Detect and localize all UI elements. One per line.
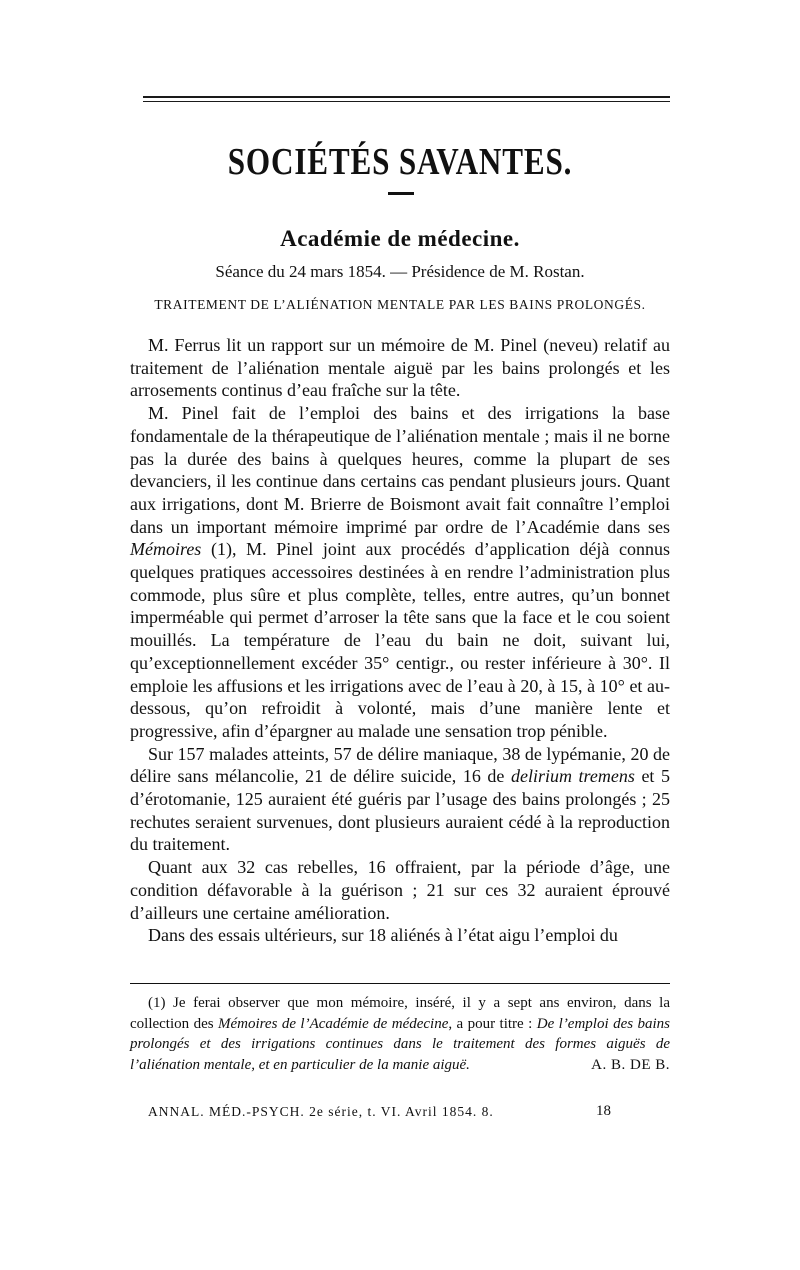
footnote-text <box>130 993 670 1075</box>
article-body <box>130 334 670 947</box>
paragraph-3-part-a: Sur 157 malades atteints, 57 de délire maniaque, 38 de lypémanie, 20 de délire sans mélancolie, 21 de délire suicide, 16 de <box>130 743 670 787</box>
paragraph-4: Quant aux 32 cas rebelles, 16 offraient, par la période d’âge, une condition défavorable à la guérison ; 21 sur ces 32 auraient éprouvé d’ailleurs une certaine amélioration. <box>130 857 670 923</box>
section-title: SOCIÉTÉS SAVANTES. <box>227 141 573 183</box>
society-heading: Académie de médecine. <box>280 226 520 251</box>
paragraph-2-part-a: M. Pinel fait de l’emploi des bains et des irrigations la base fondamentale de la thérapeutique de l’aliénation mentale ; mais il ne borne pas la durée des bains à quelques heures, comme la plupart de ses devanciers, il les continue dans certains cas pendant plusieurs jours. Quant aux irrigations, dont M. Brierre de Boismont avait fait connaître l’emploi dans un important mémoire imprimé par ordre de l’Académie dans ses <box>130 403 670 537</box>
memoires-italic: Mémoires <box>130 539 202 560</box>
title-dash <box>388 192 414 195</box>
footnote-italic-collection: Mémoires de l’Académie de médecine <box>218 1015 449 1032</box>
paragraph-3 <box>130 743 670 857</box>
footnote-part-a: (1) Je ferai observer que mon mémoire, inséré, il y a sept ans environ, dans la collection des <box>130 995 670 1032</box>
top-rule <box>143 96 670 98</box>
paragraph-2 <box>130 402 670 743</box>
paragraph-5: Dans des essais ultérieurs, sur 18 aliénés à l’état aigu l’emploi du <box>148 925 618 946</box>
article-subject: TRAITEMENT DE L’ALIÉNATION MENTALE PAR LES BAINS PROLONGÉS. <box>154 297 646 312</box>
top-rule-thin <box>143 101 670 102</box>
footnote-rule <box>130 983 670 984</box>
paragraph-3-part-b: et 5 d’érotomanie, 125 auraient été guéris par l’usage des bains prolongés ; 25 rechutes seraient survenues, dont plusieurs auraient cédé à la reproduction du traitement. <box>130 766 670 855</box>
footnote-italic-title: De l’emploi des bains prolongés et des irrigations continues dans le traitement des formes aiguës de l’aliénation mentale, et en particulier de la manie aiguë. <box>130 1015 670 1073</box>
delirium-tremens-italic: delirium tremens <box>510 766 635 787</box>
running-footer: ANNAL. MÉD.-PSYCH. 2e série, t. VI. Avril 1854. 8. <box>148 1104 494 1119</box>
session-line: Séance du 24 mars 1854. — Présidence de M. Rostan. <box>215 262 585 281</box>
footnote-signature: A. B. DE B. <box>591 1056 670 1073</box>
paragraph-1: M. Ferrus lit un rapport sur un mémoire de M. Pinel (neveu) relatif au traitement de l’aliénation mentale aiguë par les bains prolongés et les arrosements continus d’eau fraîche sur la tête. <box>130 335 670 401</box>
page-number: 18 <box>596 1103 611 1119</box>
paragraph-2-part-b: (1), M. Pinel joint aux procédés d’application déjà connus quelques pratiques accessoires destinées à en rendre l’administration plus commode, plus sûre et plus complète, telles, entre autres, qu’un bonnet imperméable qui permet d’arroser la tête sans que la face et le cou soient mouillés. La température de l’eau du bain ne doit, suivant lui, qu’exceptionnellement excéder 35° centigr., ou rester inférieure à 30°. Il emploie les affusions et les irrigations avec de l’eau à 20, à 15, à 10° et au-dessous, qu’on refroidit à volonté, mais d’une manière lente et progressive, afin d’épargner au malade une sensation trop pénible. <box>130 539 670 741</box>
footnote-part-b: , a pour titre : <box>448 1015 537 1032</box>
footnote <box>130 993 670 1075</box>
